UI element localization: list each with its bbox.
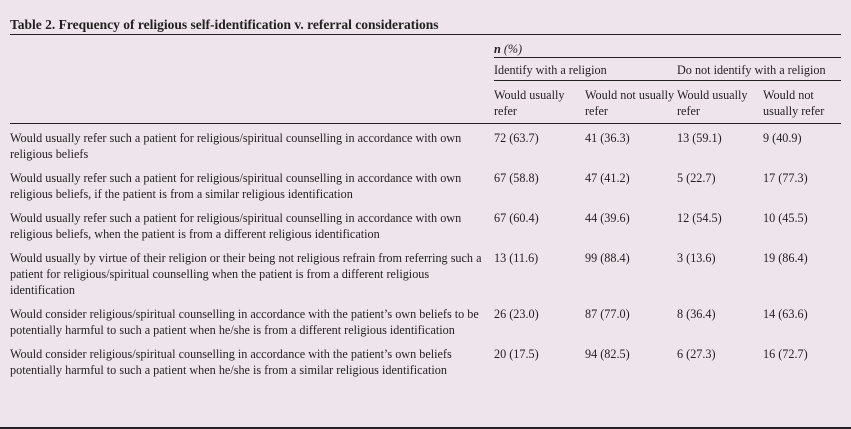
frequency-table: [10, 35, 841, 380]
empty-cell: [10, 81, 494, 124]
value-cell: 67 (60.4): [494, 211, 539, 225]
value-cell: 87 (77.0): [585, 307, 630, 321]
question-cell: Would usually by virtue of their religion or their being not religious refrain from referring such a patient for religious/spiritual counselling when the patient is from a different religious identification: [10, 251, 482, 297]
table-row: [10, 340, 841, 380]
value-cell: 9 (40.9): [763, 131, 802, 145]
value-cell: 16 (72.7): [763, 347, 808, 361]
subheader-row: [10, 81, 841, 124]
table-row: [10, 244, 841, 300]
value-cell: 17 (77.3): [763, 171, 808, 185]
value-cell: 13 (11.6): [494, 251, 539, 265]
subheader-cell: Would not usually refer: [763, 81, 841, 124]
value-cell: 14 (63.6): [763, 307, 808, 321]
subheader-cell: Would usually refer: [677, 81, 763, 124]
table-row: [10, 124, 841, 165]
value-cell: 94 (82.5): [585, 347, 630, 361]
subheader-cell: Would usually refer: [494, 81, 585, 124]
value-cell: 3 (13.6): [677, 251, 716, 265]
group-identify: Identify with a religion: [494, 58, 677, 81]
table-row: [10, 204, 841, 244]
value-cell: 26 (23.0): [494, 307, 539, 321]
group-not-identify: Do not identify with a religion: [677, 58, 841, 81]
group-header-row: [10, 58, 841, 81]
value-cell: 12 (54.5): [677, 211, 722, 225]
value-cell: 99 (88.4): [585, 251, 630, 265]
value-cell: 44 (39.6): [585, 211, 630, 225]
value-cell: 8 (36.4): [677, 307, 716, 321]
question-cell: Would usually refer such a patient for religious/spiritual counselling in accordance with own religious beliefs, if the patient is from a similar religious identification: [10, 171, 462, 201]
question-cell: Would usually refer such a patient for religious/spiritual counselling in accordance with own religious beliefs: [10, 131, 462, 161]
value-cell: 19 (86.4): [763, 251, 808, 265]
question-cell: Would usually refer such a patient for religious/spiritual counselling in accordance with own religious beliefs, when the patient is from a different religious identification: [10, 211, 462, 241]
question-cell: Would consider religious/spiritual counselling in accordance with the patient’s own beliefs to be potentially harmful to such a patient when he/she is from a different religious identification: [10, 307, 479, 337]
value-cell: 47 (41.2): [585, 171, 630, 185]
table-title: Table 2. Frequency of religious self-identification v. referral considerations: [10, 0, 841, 35]
value-cell: 13 (59.1): [677, 131, 722, 145]
question-cell: Would consider religious/spiritual counselling in accordance with the patient’s own beliefs potentially harmful to such a patient when he/she is from a similar religious identification: [10, 347, 452, 377]
value-cell: 72 (63.7): [494, 131, 539, 145]
empty-cell: [10, 58, 494, 81]
value-cell: 41 (36.3): [585, 131, 630, 145]
empty-cell: [10, 35, 494, 58]
table-row: [10, 164, 841, 204]
value-cell: 67 (58.8): [494, 171, 539, 185]
value-cell: 20 (17.5): [494, 347, 539, 361]
value-cell: 10 (45.5): [763, 211, 808, 225]
n-percent-header: n (%): [494, 35, 841, 58]
value-cell: 6 (27.3): [677, 347, 716, 361]
value-cell: 5 (22.7): [677, 171, 716, 185]
subheader-cell: Would not usually refer: [585, 81, 677, 124]
table-row: [10, 300, 841, 340]
n-header-row: [10, 35, 841, 58]
